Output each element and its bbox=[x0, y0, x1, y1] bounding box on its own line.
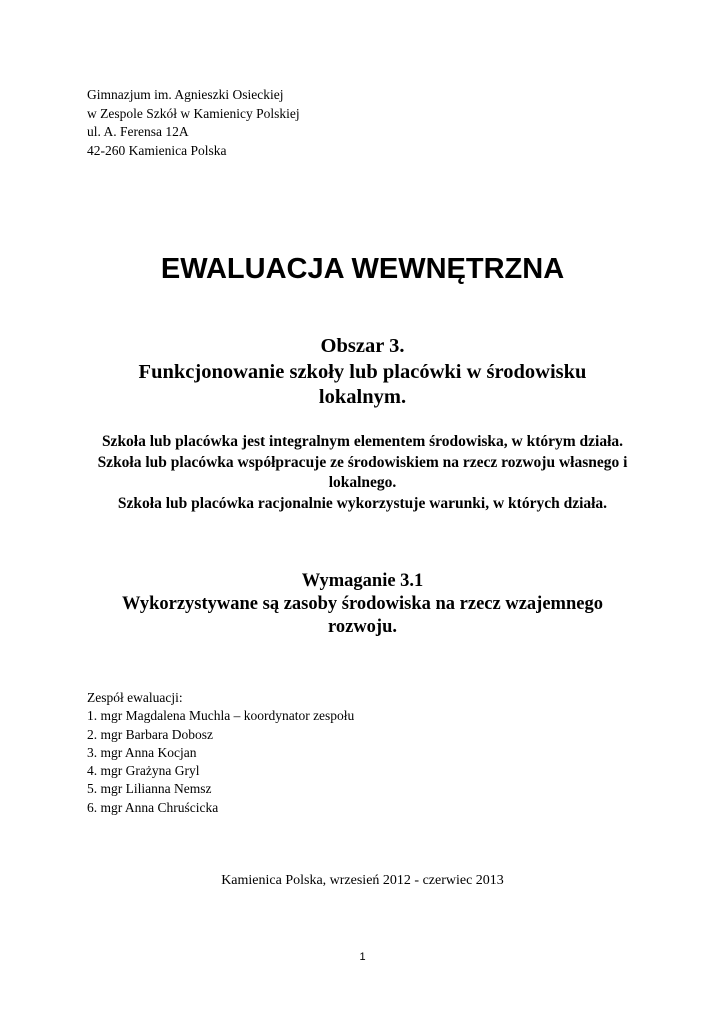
team-member: 2. mgr Barbara Dobosz bbox=[87, 726, 213, 742]
address-line: ul. A. Ferensa 12A bbox=[87, 124, 189, 139]
team-member: 3. mgr Anna Kocjan bbox=[87, 744, 197, 760]
description-item: Szkoła lub placówka współpracuje ze środowiskiem na rzecz rozwoju własnego i lokalnego. bbox=[97, 453, 628, 491]
school-address bbox=[87, 86, 300, 160]
description-item: Szkoła lub placówka racjonalnie wykorzystuje warunki, w których działa. bbox=[117, 494, 608, 512]
page-number: 1 bbox=[359, 951, 366, 963]
team-heading: Zespół ewaluacji: bbox=[87, 690, 183, 705]
team-member: 6. mgr Anna Chruścicka bbox=[87, 799, 219, 815]
team-member: 4. mgr Grażyna Gryl bbox=[87, 763, 200, 779]
requirement-heading bbox=[100, 570, 625, 639]
address-line: Gimnazjum im. Agnieszki Osieckiej bbox=[87, 87, 284, 102]
address-line: 42-260 Kamienica Polska bbox=[87, 142, 227, 158]
address-line: w Zespole Szkół w Kamienicy Polskiej bbox=[87, 105, 300, 121]
area-name: Funkcjonowanie szkoły lub placówki w środowisku lokalnym. bbox=[138, 360, 587, 408]
area-descriptions bbox=[86, 432, 639, 514]
requirement-text: Wykorzystywane są zasoby środowiska na rzecz wzajemnego rozwoju. bbox=[122, 594, 603, 637]
team-member: 1. mgr Magdalena Muchla – koordynator zespołu bbox=[87, 708, 355, 724]
description-item: Szkoła lub placówka jest integralnym elementem środowiska, w którym działa. bbox=[101, 433, 624, 450]
evaluation-team bbox=[87, 689, 354, 817]
document-title: EWALUACJA WEWNĘTRZNA bbox=[160, 253, 565, 285]
area-heading bbox=[100, 334, 625, 411]
place-and-date: Kamienica Polska, wrzesień 2012 - czerwiec 2013 bbox=[221, 873, 504, 888]
area-label: Obszar 3. bbox=[320, 335, 405, 357]
team-member: 5. mgr Lilianna Nemsz bbox=[87, 781, 212, 797]
requirement-label: Wymaganie 3.1 bbox=[301, 571, 424, 591]
